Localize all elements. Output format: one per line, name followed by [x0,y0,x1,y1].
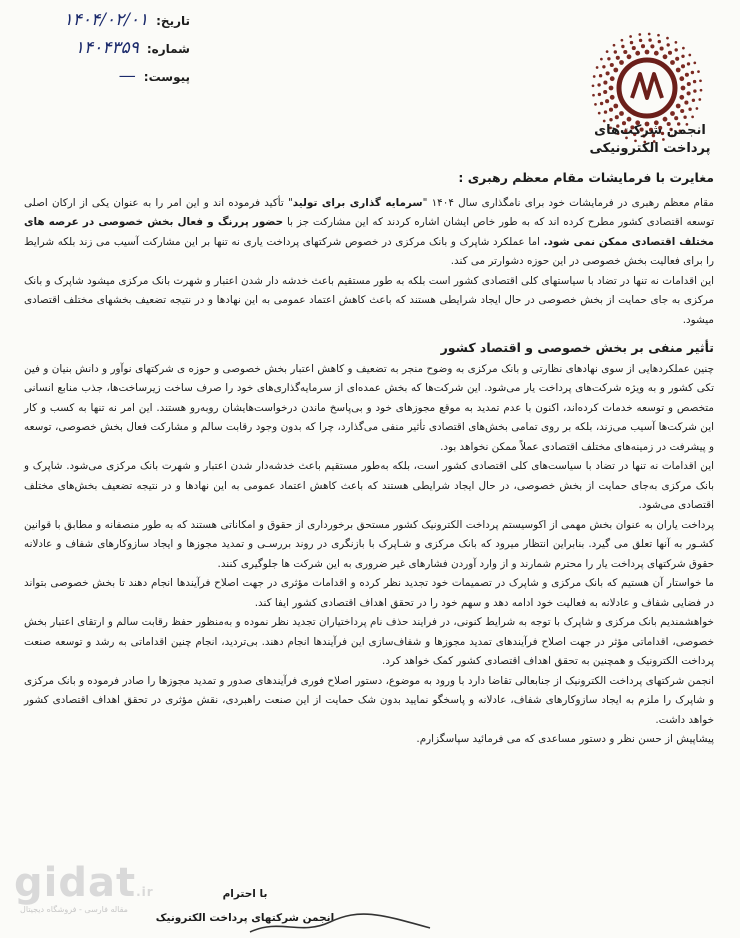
paragraph-rights: پرداخت یاران به عنوان بخش مهمی از اکوسیستم پرداخت الکترونیک کشور مستحق برخورداری از حقوق و امکاناتی هستند که به طور منصفانه و مطابق با قوانین کشـور به آنها تعلق می گیرد. بنابراین انتظار میرود که بانک مرکزی و شـاپرک با بازنگری در روند بررسـی و تمدید مجوزها و ایجاد سازوکارهای شفاف و عادلانه حقوق شرکتهای پرداخت یار را محترم شمارند و از وارد آوردن فشارهای غیر ضروری به این شرکت ها جلوگیری کنند. [24,518,714,570]
letter-meta [30,10,190,94]
paragraph-request: ما خواستار آن هستیم که بانک مرکزی و شاپرک در تصمیمات خود تجدید نظر کرده و اقدامات مؤثری در جهت اصلاح فرآیندها انجام دهند تا بخش خصوصی بتواند در فضایی شفاف و عادلانه به فعالیت خود ادامه دهد و سهم خود را در تحقق اهداف اقتصادی کشور ایفا کند. [24,577,714,609]
attachment-row [30,66,190,94]
paragraph-leadership [24,194,714,272]
logo-dot [613,44,616,47]
logo-dot [596,66,599,69]
logo-dot [685,73,689,77]
logo-dot [621,45,624,48]
logo-dot [619,111,624,116]
logo-dot [687,91,691,95]
logo-dot [638,33,641,36]
logo-dot [683,116,686,119]
logo-dot [654,51,659,56]
logo-dot [693,89,696,92]
text-run: اما عملکرد شاپرک و بانک مرکزی در خصوص شرکتهای پرداخت یاری نه تنها بر این مشارکت آسیب می زند بلکه شرایط را برای فعالیت بخش خصوصی در این حوزه دشوارتر می کند. [24,235,714,267]
watermark-subtitle: مقاله فارسی - فروشگاه دیجیتال [20,905,128,914]
logo-dot [610,95,615,100]
logo-dot [693,62,696,65]
logo-dot [627,117,632,122]
logo-dot [697,70,700,73]
logo-dot [679,95,684,100]
logo-dot [696,107,699,110]
logo-dot [679,76,684,81]
logo-dot [592,84,595,87]
logo-dot [593,75,596,78]
paragraph-thanks: پیشاپیش از حسن نظر و دستور مساعدی که می فرمائید سپاسگزارم. [416,733,714,745]
logo-dot [635,51,640,56]
logo-dot [674,116,678,120]
logo-dot [616,56,620,60]
logo-dot [641,44,645,48]
logo-dot [599,74,602,77]
logo-dot [604,110,607,113]
date-row [30,10,190,38]
watermark-word: gidat.ir [14,860,154,906]
logo-dot [682,47,685,50]
logo-dot [630,41,633,44]
logo-dot [603,81,607,85]
watermark [14,860,214,920]
logo-dot [606,50,609,53]
logo-dot [648,33,651,36]
bold-phrase: حضور پررنگ و فعال بخش خصوصی در عرصه های مختلف اقتصادی ممکن نمی شود. [24,216,714,248]
logo-dot [639,39,642,42]
logo-dot [621,39,624,42]
logo-dot [667,43,670,46]
logo-dot [675,48,678,51]
paragraph-contradiction: این اقدامات نه تنها در تضاد با سیاستهای کلی اقتصادی کشور است بلکه به طور مستقیم باعث خدشه دار شدن اعتبار و شهرت بانک مرکزی میشود شاپرک و بانک مرکزی به جای حمایت از بخش خصوصی در حال ایجاد شرایطی هستند که باعث کاهش اعتماد عمومی به این نهادها و در نتیجه تضعیف بخشهای مختلف اقتصادی میشود. [24,274,714,326]
logo-dot [597,83,600,86]
logo-dot [594,103,597,106]
logo-dot [613,104,618,109]
date-label: تاریخ: [156,14,190,28]
logo-ring [619,60,675,116]
logo-dot [609,118,612,121]
logo-caption-line1: انجمن شرکت‌های [594,123,706,138]
logo-dot [602,65,605,68]
logo-mark [632,74,662,98]
logo-dot [645,50,650,55]
logo-dot [681,86,686,91]
logo-dot [658,40,661,43]
logo-dot [687,82,691,86]
logo-dot [675,57,679,61]
paragraph-impact: چنین عملکردهایی از سوی نهادهای نظارتی و بانک مرکزی به وضوح منجر به تضعیف و کاهش اعتبار بخش خصوصی و حوزه ی شرکتهای نوآور و دانش بنیان و فین تکی کشور و به ویژه شرکت‌های پرداخت یار می‌شود. این شرکت‌ها که بخش عمده‌ای از سرمایه‌گذاری‌های خود را صرف ساخت زیرساخت‌ها، جذب منابع انسانی متخصص و توسعه خدمات کرده‌اند، اکنون با عدم تمدید به موقع مجوزهای خود و بی‌پاسخ ماندن درخواست‌هایشان روبه‌رو هستند. این امر نه تنها به کسب و کار این شرکت‌ها آسیب می‌زند، بلکه بر روی تمامی بخش‌های اقتصادی تأثیر منفی می‌گذارد، چرا که بدون وجود رقابت سالم و مشارکت فعال بخش خصوصی، توسعه و پیشرفت در زمینه‌های مختلف اقتصادی عملاً ممکن نخواهد بود. [24,362,714,453]
logo-dot [610,63,614,67]
logo-caption [580,122,720,158]
logo-dot [687,62,690,65]
logo-dot [670,60,675,65]
letter-heading: مغایرت با فرمایشات مقام معظم رهبری : [458,170,714,185]
watermark-suffix: .ir [136,885,154,899]
logo-dot [629,35,632,38]
section-title: تأثیر منفی بر بخش خصوصی و اقتصاد کشور [440,340,714,355]
logo-dot [657,34,660,37]
logo-dot [691,116,694,119]
logo-dot [609,108,613,112]
logo-dot [668,51,672,55]
logo-dot [675,41,678,44]
number-value: ۱۴۰۴۳۵۹ [74,38,139,58]
logo-dot [684,101,688,105]
text-run: " تأکید فرموده اند و این امر را به عنوان یکی از ارکان اصلی توسعه اقتصادی کشور مطرح کرده اند که به طور خاص ایشان اشاره کردند که این مشارکت جز با [24,196,714,228]
logo-dot [605,99,609,103]
logo-dot [692,99,695,102]
logo-dot [592,94,595,97]
bold-phrase: سرمایه گذاری برای تولید [292,196,423,209]
number-row [30,38,190,66]
logo-dot [660,47,664,51]
logo-dot [598,93,601,96]
handwritten-signature-icon [240,908,440,938]
logo-dot [648,38,651,41]
logo-dot [600,58,603,61]
attachment-value: — [118,66,136,86]
text-run: مقام معظم رهبری در فرمایشات خود برای نامگذاری سال ۱۴۰۴ " [422,196,714,209]
logo-dot [632,46,636,50]
logo-dot [650,44,654,48]
logo-dot [688,54,691,57]
logo-dot [681,55,684,58]
logo-dot [666,37,669,40]
paragraph-association-request: انجمن شرکتهای پرداخت الکترونیک از جنابعالی تقاضا دارد با ورود به موضوع، دستور اصلاح فوری فرآیندهای صدور و تمدید مجوزها را صادر فرموده و بانک مرکزی و شاپرک را ملزم به ایجاد سازوکارهای شفاف، عادلانه و پاسخگو نمایید بدون شک حمایت از این صنعت راهبردی، نقش مؤثری در تحقق اهداف اقتصادی کشور خواهد داشت. [24,674,714,726]
signature-org: انجمن شرکتهای پرداخت الکترونیک [155,912,335,924]
logo-dot [603,90,607,94]
logo-dot [607,57,610,60]
logo-dot [693,80,696,83]
logo-dot [691,71,694,74]
logo-dot [680,109,684,113]
logo-dot [613,68,618,73]
logo-dot [606,71,610,75]
logo-dot [598,112,601,115]
logo-dot [663,117,668,122]
logo-dot [676,104,681,109]
signature-regards: با احترام [222,888,268,900]
logo-dot [619,60,624,65]
logo-dot [627,54,632,59]
paragraph-trust: این اقدامات نه تنها در تضاد با سیاست‌های کلی اقتصادی کشور است، بلکه به‌طور مستقیم باعث خدشه‌دار شدن اعتبار و شهرت بانک مرکزی می‌شود. شاپرک و بانک مرکزی به‌جای حمایت از بخش خصوصی، در حال ایجاد شرایطی هستند که باعث کاهش اعتماد عمومی به این نهادها و در نتیجه تضعیف بخش‌های مختلف اقتصادی می‌شود. [24,460,714,511]
logo-dot [698,98,701,101]
logo-dot [610,76,615,81]
logo-dot [614,50,617,53]
number-label: شماره: [146,42,190,56]
logo-dot [681,64,685,68]
logo-dot [623,50,627,54]
logo-dot [615,115,619,119]
logo-dot [700,89,703,92]
logo-dot [609,86,614,91]
logo-dot [699,79,702,82]
letter-body [24,164,714,750]
logo-caption-line2: پرداخت الکترونیکی [589,141,711,156]
logo-dot [676,68,681,73]
logo-dot [670,111,675,116]
attachment-label: پیوست: [143,70,190,84]
logo-dot [688,108,691,111]
logo-dot [600,102,603,105]
paragraph-review: خواهشمندیم بانک مرکزی و شاپرک با توجه به شرایط کنونی، در فرایند حذف نام پرداختیاران تجدید نظر نموده و به‌منظور حفظ رقابت سالم و ارتقای اعتبار بخش خصوصی، اقداماتی مؤثر در جهت اصلاح فرآیندهای تمدید مجوزها و شفاف‌سازی این فرآیندها انجام دهند. بی‌تردید، انجام چنین اقداماتی به رشد و توسعه صنعت پرداخت الکترونیک و همچنین به تحقق اهداف اقتصادی کشور کمک خواهد کرد. [24,616,714,667]
logo-dot [663,54,668,59]
date-value: ۱۴۰۴/۰۲/۰۱ [63,10,149,30]
